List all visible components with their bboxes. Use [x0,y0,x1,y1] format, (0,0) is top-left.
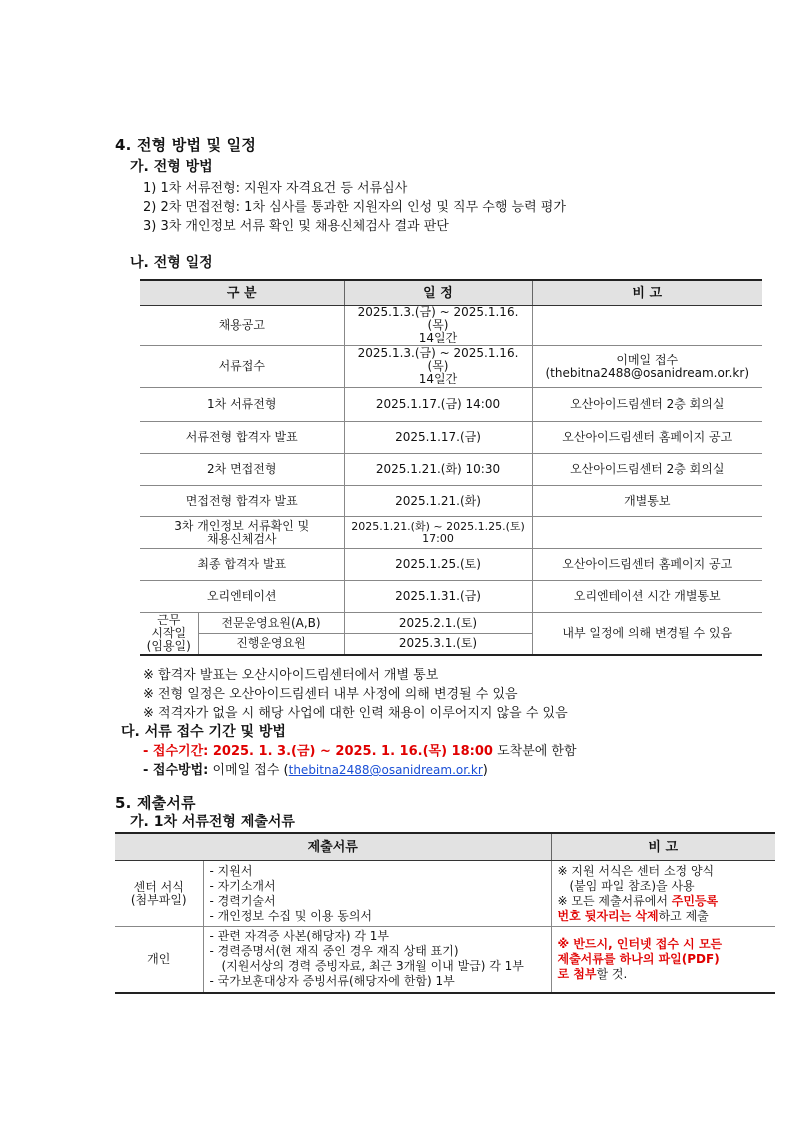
row-note [532,517,762,549]
section-5-title: 5. 제출서류 [115,794,196,812]
row-date: 2025.1.21.(화) 10:30 [344,454,532,486]
section-4-title: 4. 전형 방법 및 일정 [115,136,257,154]
remark-red-text: ※ 반드시, 인터넷 접수 시 모든 제출서류를 하나의 파일(PDF) 로 첨부 [557,936,723,981]
list-item: - 자기소개서 [209,878,276,893]
submission-period [143,740,577,759]
list-item: - 개인정보 수집 및 이용 동의서 [209,908,373,923]
remark-text: 할 것. [596,966,628,981]
table-row [140,549,762,581]
table-row [140,613,762,634]
schedule-title: 나. 전형 일정 [130,255,213,271]
remark-line [558,894,770,924]
row-label: 전문운영요원(A,B) [198,613,344,634]
row-date: 2025.1.17.(금) [344,422,532,454]
row-label: 1차 서류전형 [140,388,344,422]
email-link[interactable]: thebitna2488@osanidream.or.kr [288,763,483,777]
method-item-3: 3) 3차 개인정보 서류 확인 및 채용신체검사 결과 판단 [143,219,449,234]
row-label: 면접전형 합격자 발표 [140,486,344,517]
list-item: - 관련 자격증 사본(해당자) 각 1부 [209,929,390,944]
row-note: 개별통보 [532,486,762,517]
documents-header-row [115,833,775,861]
row-label: 오리엔테이션 [140,581,344,613]
row-label: 채용공고 [140,306,344,346]
row-label: 서류전형 합격자 발표 [140,422,344,454]
personal-remarks [551,927,775,993]
center-form-label: 센터 서식 (첨부파일) [115,861,203,927]
header-remarks: 비 고 [551,833,775,861]
row-date: 2025.3.1.(토) [344,634,532,655]
row-label: 서류접수 [140,346,344,388]
table-row [140,388,762,422]
row-label: 3차 개인정보 서류확인 및 채용신체검사 [140,517,344,549]
remark-text: 하고 제출 [658,908,709,923]
remark-line: ※ 지원 서식은 센터 소정 양식 [557,863,715,878]
method-item-1: 1) 1차 서류전형: 지원자 자격요건 등 서류심사 [143,181,408,196]
list-item: (지원서상의 경력 증빙자료, 최근 3개월 이내 발급) 각 1부 [221,959,524,974]
submission-title: 다. 서류 접수 기간 및 방법 [121,724,286,740]
row-label: 최종 합격자 발표 [140,549,344,581]
list-item: - 경력기술서 [209,893,276,908]
submission-method-label: - 접수방법: [143,763,209,778]
list-item: - 국가보훈대상자 증빙서류(해당자에 한함) 1부 [209,974,455,989]
row-note: 오리엔테이션 시간 개별통보 [532,581,762,613]
submission-period-suffix: 도착분에 한함 [492,744,577,759]
note-2: ※ 전형 일정은 오산아이드림센터 내부 사정에 의해 변경될 수 있음 [143,687,518,702]
list-item: - 경력증명서(현 재직 중인 경우 재직 상태 표기) [209,944,459,959]
table-row [140,581,762,613]
start-group-label: 근무 시작일 (임용일) [140,613,198,655]
row-date: 2025.1.21.(화) ~ 2025.1.25.(토) 17:00 [344,517,532,549]
row-note [532,306,762,346]
row-date: 2025.1.31.(금) [344,581,532,613]
documents-title: 가. 1차 서류전형 제출서류 [130,814,295,830]
documents-table [115,832,775,994]
header-date: 일 정 [344,280,532,306]
row-label: 2차 면접전형 [140,454,344,486]
table-row [115,927,775,993]
remark-line: (붙임 파일 참조)을 사용 [569,878,695,893]
row-note: 오산아이드림센터 홈페이지 공고 [532,549,762,581]
header-category: 구 분 [140,280,344,306]
submission-method-text: 이메일 접수 ( [208,763,289,778]
row-note: 오산아이드림센터 홈페이지 공고 [532,422,762,454]
table-row [140,346,762,388]
schedule-table [140,279,762,656]
row-date: 2025.1.21.(화) [344,486,532,517]
method-item-2: 2) 2차 면접전형: 1차 심사를 통과한 지원자의 인성 및 직무 수행 능력 평가 [143,200,566,215]
row-note: 이메일 접수 (thebitna2488@osanidream.or.kr) [532,346,762,388]
row-date: 2025.1.25.(토) [344,549,532,581]
row-note: 오산아이드림센터 2층 회의실 [532,454,762,486]
row-date: 2025.1.17.(금) 14:00 [344,388,532,422]
submission-method-close: ) [482,763,488,778]
header-note: 비 고 [532,280,762,306]
submission-method [143,759,488,778]
row-note: 오산아이드림센터 2층 회의실 [532,388,762,422]
row-label: 진행운영요원 [198,634,344,655]
list-item: - 지원서 [209,863,253,878]
schedule-header-row [140,280,762,306]
personal-items [203,927,551,993]
remark-text: ※ 모든 제출서류에서 [557,893,672,908]
note-3: ※ 적격자가 없을 시 해당 사업에 대한 인력 채용이 이루어지지 않을 수 있음 [143,706,568,721]
selection-method-title: 가. 전형 방법 [130,159,213,175]
remark-red-text: 주민등록 번호 뒷자리는 삭제 [557,893,719,923]
table-row [140,422,762,454]
table-row [140,517,762,549]
row-date: 2025.2.1.(토) [344,613,532,634]
row-date: 2025.1.3.(금) ~ 2025.1.16.(목) 14일간 [344,346,532,388]
table-row [140,306,762,346]
center-form-items [203,861,551,927]
note-1: ※ 합격자 발표는 오산시아이드림센터에서 개별 통보 [143,668,439,683]
personal-label: 개인 [115,927,203,993]
table-row [140,486,762,517]
submission-period-label: - 접수기간: 2025. 1. 3.(금) ~ 2025. 1. 16.(목) 18:00 [143,744,493,759]
center-form-remarks [551,861,775,927]
table-row [140,454,762,486]
header-documents: 제출서류 [115,833,551,861]
table-row [115,861,775,927]
row-note: 내부 일정에 의해 변경될 수 있음 [532,613,762,655]
row-date: 2025.1.3.(금) ~ 2025.1.16.(목) 14일간 [344,306,532,346]
